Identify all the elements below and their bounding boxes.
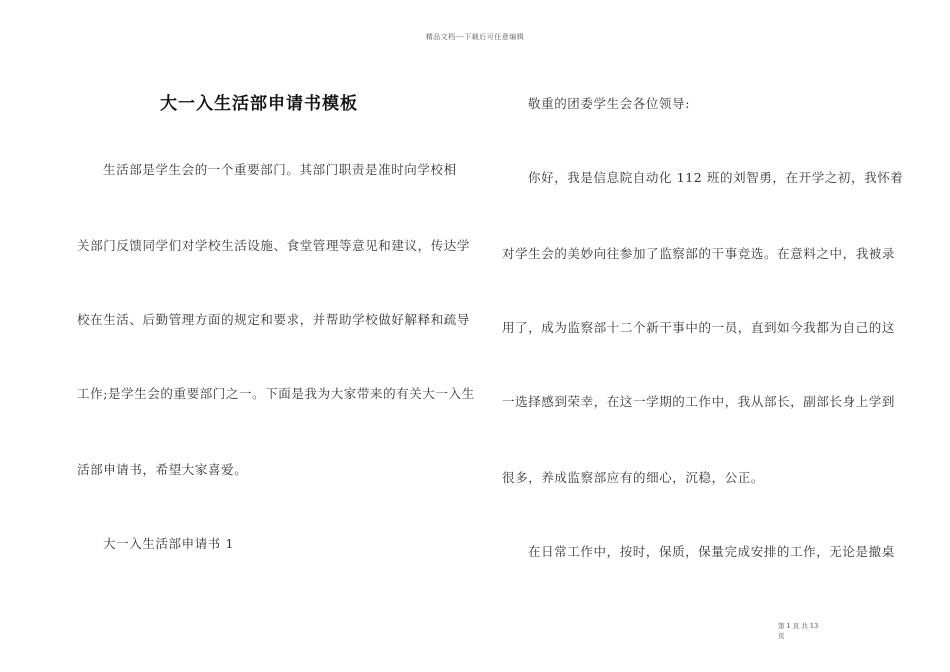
header-note: 精品文档---下载后可任意编辑	[425, 33, 525, 41]
left-paragraph-line: 活部申请书，希望大家喜爱。	[77, 462, 248, 477]
left-paragraph-line: 校在生活、后勤管理方面的规定和要求，并帮助学校做好解释和疏导	[77, 312, 471, 327]
left-paragraph-line: 关部门反馈同学们对学校生活设施、食堂管理等意见和建议，传达学	[77, 238, 471, 253]
right-paragraph-line: 对学生会的美妙向往参加了监察部的干事竞选。在意料之中，我被录	[502, 246, 896, 261]
page-number-suffix: 页	[778, 632, 785, 640]
right-paragraph-line: 在日常工作中，按时，保质，保量完成安排的工作，无论是撤桌	[528, 544, 895, 559]
page-number-label: 第 1 页 共 13	[778, 622, 819, 630]
section-heading: 大一入生活部申请书 1	[103, 536, 235, 551]
page-number	[778, 621, 818, 641]
right-paragraph-line: 你好，我是信息院自动化 112 班的刘智勇，在开学之初，我怀着	[528, 170, 904, 185]
left-paragraph-line: 生活部是学生会的一个重要部门。其部门职责是准时向学校相	[103, 162, 457, 177]
right-paragraph-line: 一选择感到荣幸，在这一学期的工作中，我从部长，副部长身上学到	[502, 394, 896, 409]
right-paragraph-line: 很多，养成监察部应有的细心，沉稳，公正。	[502, 470, 765, 485]
left-paragraph-line: 工作;是学生会的重要部门之一。下面是我为大家带来的有关大一入生	[77, 386, 475, 401]
document-title: 大一入生活部申请书模板	[160, 94, 358, 114]
salutation: 敬重的团委学生会各位领导:	[528, 96, 691, 111]
right-paragraph-line: 用了，成为监察部十二个新干事中的一员，直到如今我都为自己的这	[502, 320, 896, 335]
